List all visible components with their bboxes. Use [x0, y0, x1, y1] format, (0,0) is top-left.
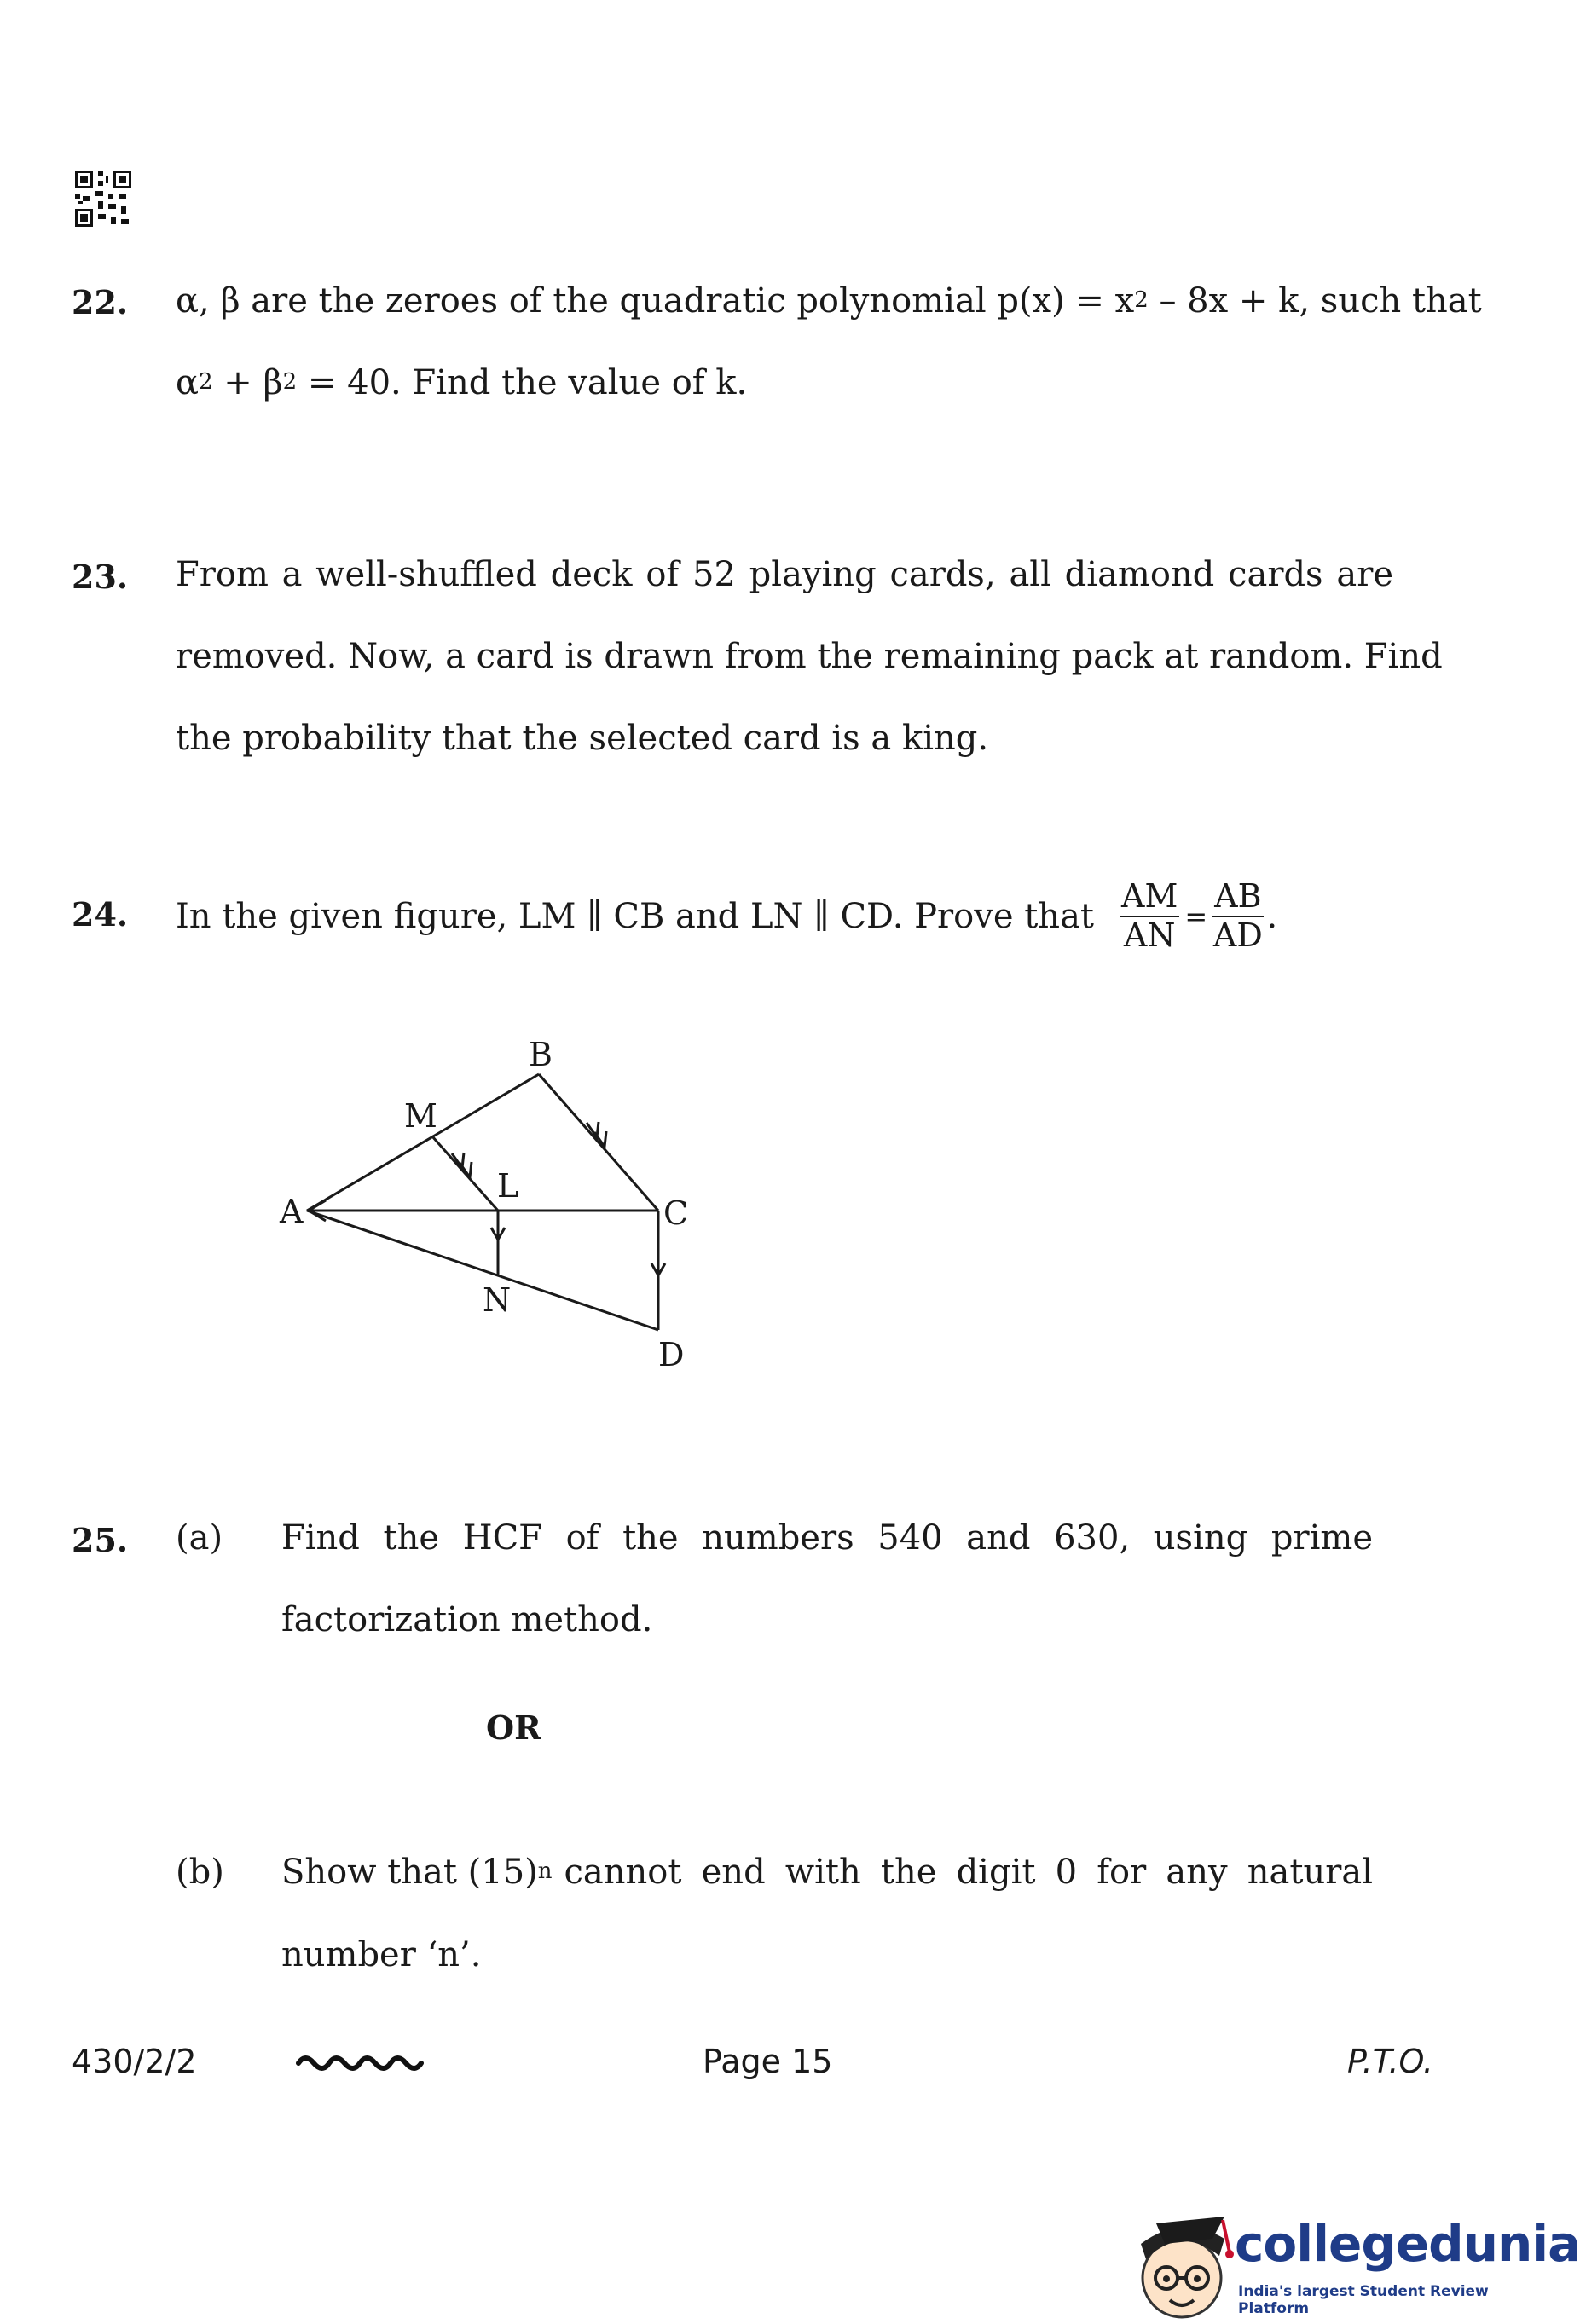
fraction-numerator: AB [1212, 878, 1263, 917]
fraction-denominator: AD [1212, 916, 1263, 954]
page-number: Page 15 [703, 2043, 833, 2080]
q22-text: α, β are the zeroes of the quadratic polynomial p(x) = x [176, 281, 1135, 321]
segment-ml [432, 1136, 498, 1211]
option-a-line-1: Find the HCF of the numbers 540 and 630, using prime [281, 1518, 1373, 1558]
q24-statement: In the given figure, LM ∥ CB and LN ∥ CD. Prove that [176, 897, 1094, 936]
equals-sign: = [1184, 900, 1208, 933]
question-23-line-2: removed. Now, a card is drawn from the remaining pack at random. Find [176, 637, 1443, 676]
option-b-line-1 [281, 1853, 1373, 1892]
triangle-figure [256, 1023, 750, 1381]
question-24-text [176, 870, 1277, 963]
option-b-line-2: number ‘n’. [281, 1935, 482, 1974]
student-mascot-icon [1131, 2200, 1241, 2324]
question-number: 24. [72, 895, 129, 934]
fraction-numerator: AM [1120, 878, 1179, 917]
label-d: D [658, 1336, 685, 1373]
label-c: C [663, 1194, 689, 1232]
q22-text: – 8x + k, such that [1148, 281, 1482, 321]
question-number: 25. [72, 1521, 129, 1559]
q22-exponent: 2 [1134, 287, 1149, 313]
segment-bc [539, 1074, 658, 1211]
q25b-text: Show that $(15)^n$ [281, 1853, 553, 1892]
label-n: N [483, 1281, 512, 1319]
label-a: A [280, 1193, 304, 1230]
option-a-line-2: factorization method. [281, 1600, 653, 1639]
label-m: M [404, 1097, 437, 1135]
brand-tagline: India's largest Student Review Platform [1238, 2283, 1489, 2317]
qr-code-icon [75, 171, 131, 227]
fraction-ab-ad [1212, 878, 1263, 954]
q22-text: α [176, 363, 200, 402]
fraction-denominator: AN [1123, 916, 1176, 954]
question-number: 23. [72, 558, 129, 596]
pto-mark: P.T.O. [1347, 2043, 1433, 2080]
q22-text: = 40. Find the value of k. [297, 363, 748, 402]
label-b: B [529, 1036, 553, 1073]
brand-name: collegedunia [1235, 2215, 1580, 2273]
q25b-text: cannot end with the digit 0 for any natural [564, 1853, 1373, 1892]
option-a-label: (a) [176, 1518, 223, 1558]
q22-text: + β [212, 363, 283, 402]
question-22-line-2 [176, 363, 747, 402]
question-22-line-1 [176, 281, 1482, 321]
or-separator: OR [486, 1708, 541, 1747]
collegedunia-logo [1131, 2200, 1580, 2324]
question-23-line-3: the probability that the selected card is a king. [176, 719, 989, 758]
paper-code: 430/2/2 [72, 2043, 197, 2080]
question-23-line-1: From a well-shuffled deck of 52 playing cards, all diamond cards are [176, 555, 1393, 594]
q25b-exponent: n [537, 1859, 553, 1884]
period: . [1266, 897, 1278, 936]
option-b-label: (b) [176, 1853, 224, 1892]
label-l: L [497, 1167, 519, 1205]
fraction-am-an [1120, 878, 1179, 954]
q22-exponent: 2 [199, 369, 213, 395]
q22-exponent: 2 [282, 369, 298, 395]
wave-ornament-icon [295, 2051, 435, 2072]
question-number: 22. [72, 283, 129, 321]
